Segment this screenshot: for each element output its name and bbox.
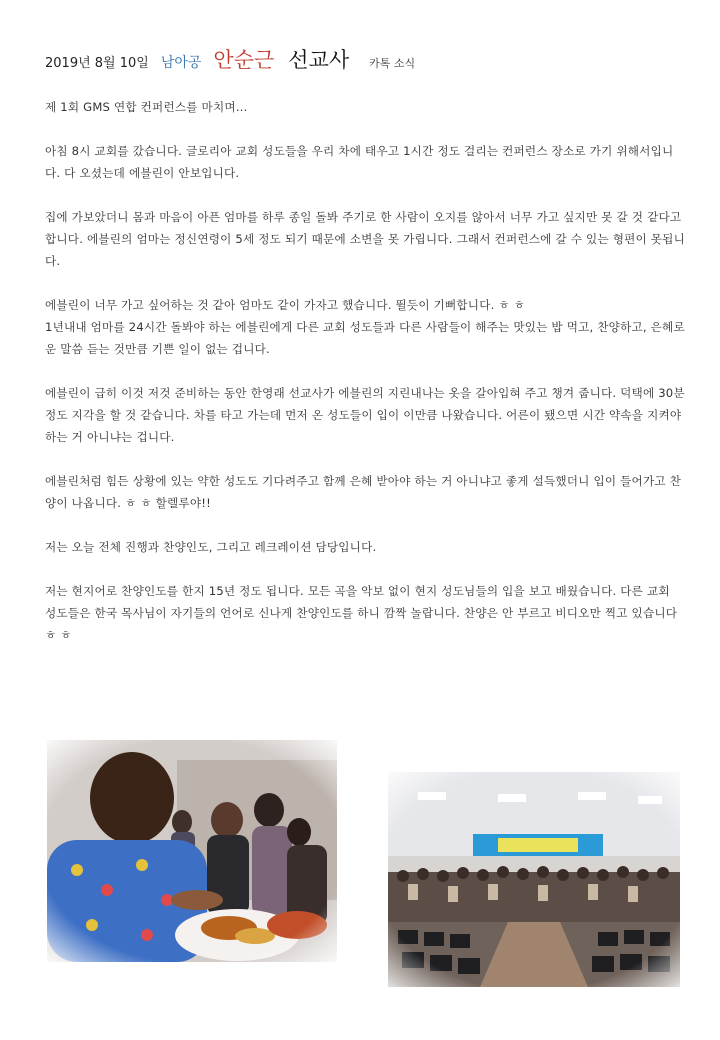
letter-body [45, 96, 685, 668]
header-role: 선교사 [288, 48, 350, 72]
header-subtitle: 카톡 소식 [369, 57, 416, 70]
paragraph: 저는 현지어로 찬양인도를 한지 15년 정도 됩니다. 모든 곡을 악보 없이 현지 성도님들의 입을 보고 배웠습니다. 다른 교회 성도들은 한국 목사님이 자기들의 언어로 신나게 찬양인도를 하니 깜짝 놀랍니다. 찬양은 안 부르고 비디오만 찍고 있습니다 ㅎ ㅎ [45, 584, 678, 642]
paragraph: 1년내내 엄마를 24시간 돌봐야 하는 에블린에게 다른 교회 성도들과 다른 사람들이 해주는 맛있는 밥 먹고, 찬양하고, 은혜로운 말씀 듣는 것만큼 기쁜 일이 없는 겁니다. [45, 320, 685, 356]
document-header [45, 44, 415, 74]
paragraph: 저는 오늘 전체 진행과 찬양인도, 그리고 레크레이션 담당입니다. [45, 540, 377, 554]
paragraph: 에블린이 급히 이것 저것 준비하는 동안 한영래 선교사가 에블린의 지린내나는 옷을 갈아입혀 주고 챙겨 줍니다. 덕택에 30분 정도 지각을 할 것 같습니다. 차를 타고 가는데 먼저 온 성도들이 입이 이만큼 나왔습니다. 어른이 됐으면 시간 약속을 지켜야 하는 거 아니냐는 겁니다. [45, 386, 685, 444]
paragraph: 집에 가보았더니 몸과 마음이 아픈 엄마를 하루 종일 돌봐 주기로 한 사람이 오지를 않아서 너무 가고 싶지만 못 갈 것 같다고 합니다. 에블린의 엄마는 정신연령이 5세 정도 되기 때문에 소변을 못 가립니다. 그래서 컨퍼런스에 갈 수 있는 형편이 못됩니다. [45, 210, 685, 268]
header-date: 2019년 8월 10일 [45, 56, 149, 71]
paragraph: 에블린이 너무 가고 싶어하는 것 같아 엄마도 같이 가자고 했습니다. 뛸듯이 기뻐합니다. ㅎ ㅎ [45, 298, 526, 312]
paragraph: 아침 8시 교회를 갔습니다. 글로리아 교회 성도들을 우리 차에 태우고 1시간 정도 걸리는 컨퍼런스 장소로 가기 위해서입니다. 다 오셨는데 에블린이 안보입니다. [45, 144, 674, 180]
paragraph: 에블린처럼 힘든 상황에 있는 약한 성도도 기다려주고 함께 은혜 받아야 하는 거 아니냐고 좋게 설득했더니 입이 들어가고 찬양이 나옵니다. ㅎ ㅎ 할렐루야!! [45, 474, 682, 510]
header-region: 남아공 [160, 55, 202, 71]
paragraph-intro: 제 1회 GMS 연합 컨퍼런스를 마치며… [45, 100, 248, 114]
photo-woman-with-plate [47, 740, 337, 962]
photo-conference-group [388, 772, 680, 987]
header-name: 안순근 [213, 48, 275, 72]
